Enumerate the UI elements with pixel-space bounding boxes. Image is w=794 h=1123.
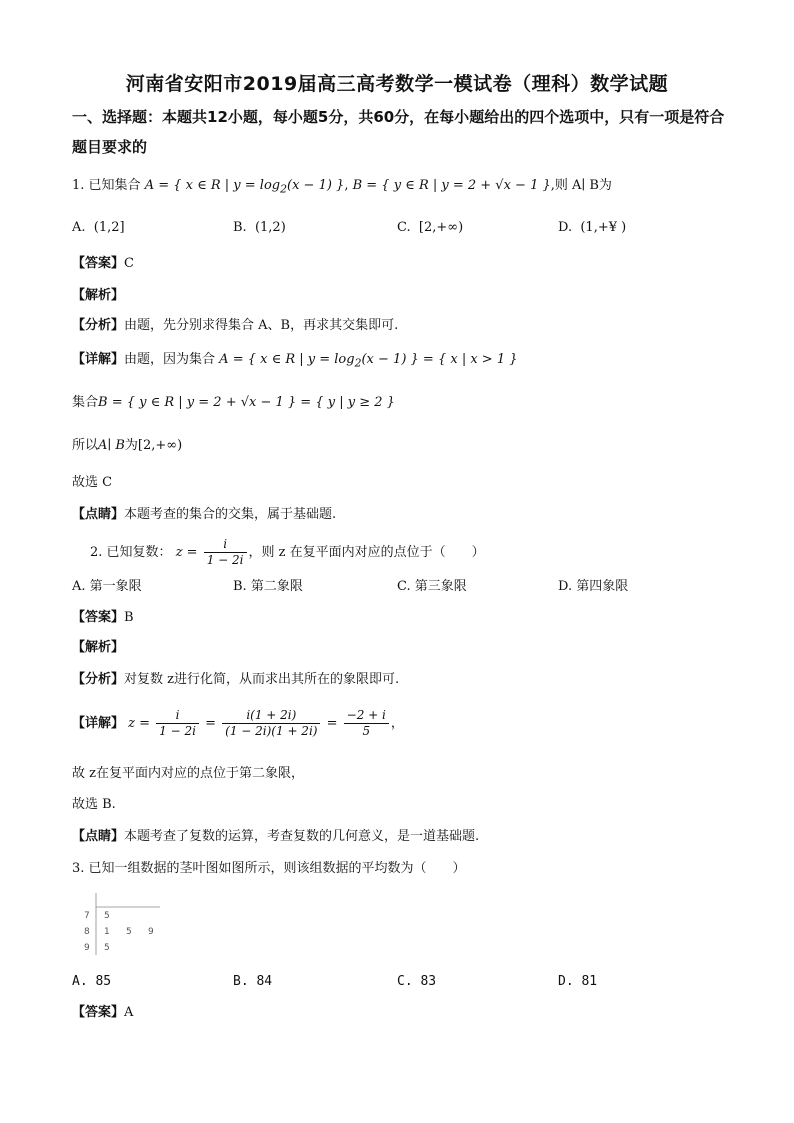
question-3-stem: 3. 已知一组数据的茎叶图如图所示，则该组数据的平均数为（ ） bbox=[72, 861, 466, 876]
answer-value: C bbox=[124, 256, 134, 271]
leaf-value: 5 bbox=[104, 911, 110, 921]
question-number: 1. bbox=[72, 178, 85, 193]
answer-line: 【答案】B bbox=[72, 610, 134, 625]
question-text-suffix: ,则 A∣ B为 bbox=[550, 178, 612, 193]
section-header: 一、选择题：本题共12小题，每小题5分，共60分，在每小题给出的四个选项中，只有一项是符合题目要求的 bbox=[72, 108, 725, 156]
comment-line: 【点睛】本题考查了复数的运算，考查复数的几何意义，是一道基础题. bbox=[72, 829, 480, 844]
option-c: C. [2,+∞) bbox=[397, 220, 464, 235]
leaf-value: 9 bbox=[148, 927, 154, 937]
leaf-value: 5 bbox=[126, 927, 132, 937]
answer-tag: 【答案】 bbox=[72, 256, 125, 271]
page-title: 河南省安阳市2019届高三高考数学一模试卷（理科）数学试题 bbox=[125, 73, 669, 95]
answer-value: B bbox=[124, 610, 134, 625]
analysis-tag: 【解析】 bbox=[72, 288, 125, 303]
option-b: B. 84 bbox=[233, 974, 273, 989]
leaf-value: 5 bbox=[104, 943, 110, 953]
choose-line: 故选 C bbox=[72, 475, 113, 490]
analysis-tag: 【解析】 bbox=[72, 640, 125, 655]
question-2-stem: 2. 已知复数： z = $\frac{i}{1 - 2i}$ ，则 z 在复平面内对应的点位于（ ） bbox=[90, 537, 485, 567]
fenxi-line: 【分析】由题，先分别求得集合 A、B，再求其交集即可. bbox=[72, 318, 399, 333]
option-b: B. 第二象限 bbox=[233, 579, 303, 594]
answer-line: 【答案】A bbox=[72, 1005, 134, 1020]
fenxi-line: 【分析】对复数 z进行化简，从而求出其所在的象限即可. bbox=[72, 672, 400, 687]
leaf-value: 1 bbox=[104, 927, 110, 937]
option-b: B. (1,2) bbox=[233, 220, 286, 235]
question-text: 已知集合 bbox=[88, 178, 141, 193]
choose-line: 故选 B. bbox=[72, 797, 116, 812]
set-b-line: 集合B = { y ∈ R | y = 2 + √x − 1 } = { y | y ≥ 2 } bbox=[72, 395, 395, 410]
option-d: D. 81 bbox=[558, 974, 598, 989]
option-d: D. (1,+¥ ) bbox=[558, 220, 627, 235]
detail-line: 【详解】 z = $\frac{i}{1 - 2i}$ = $\frac{i(1 + 2i)}{(1 - 2i)(1 + 2i)}$ = $\frac{-2 + i}{5}$ ， bbox=[72, 708, 404, 738]
option-c: C. 83 bbox=[397, 974, 437, 989]
question-1-stem: 1. 已知集合 A = { x ∈ R | $y = \log_2(x - 1)$ }, B = { y ∈ R | y = 2 + √x − 1 },则 A∣ B为 bbox=[72, 178, 612, 196]
set-b-expression: B = { y ∈ R | y = 2 + √x − 1 } bbox=[352, 178, 551, 193]
option-a: A. (1,2] bbox=[72, 220, 125, 235]
set-a-expression: A = { x ∈ R | $y = \log_2(x - 1)$ } bbox=[144, 178, 345, 196]
intersection-line: 所以A∣ B为[2,+∞) bbox=[72, 438, 183, 453]
conclusion-line: 故 z在复平面内对应的点位于第二象限， bbox=[72, 766, 304, 781]
answer-value: A bbox=[124, 1005, 134, 1020]
stem-value: 8 bbox=[84, 927, 90, 937]
question-number: 2. bbox=[90, 545, 103, 560]
stem-value: 9 bbox=[84, 943, 90, 953]
stem-value: 7 bbox=[84, 911, 90, 921]
answer-line bbox=[72, 254, 134, 274]
comment-line: 【点睛】本题考查的集合的交集，属于基础题. bbox=[72, 507, 337, 522]
option-d: D. 第四象限 bbox=[558, 579, 629, 594]
option-a: A. 第一象限 bbox=[72, 579, 142, 594]
stem-leaf-plot bbox=[74, 893, 184, 963]
option-a: A. 85 bbox=[72, 974, 112, 989]
detail-line: 【详解】由题，因为集合 A = { x ∈ R | $y = \log_2(x - 1)$ } = { x | x > 1 } bbox=[72, 352, 518, 370]
option-c: C. 第三象限 bbox=[397, 579, 467, 594]
fraction: $\frac{i}{1 - 2i}$ bbox=[204, 537, 247, 568]
